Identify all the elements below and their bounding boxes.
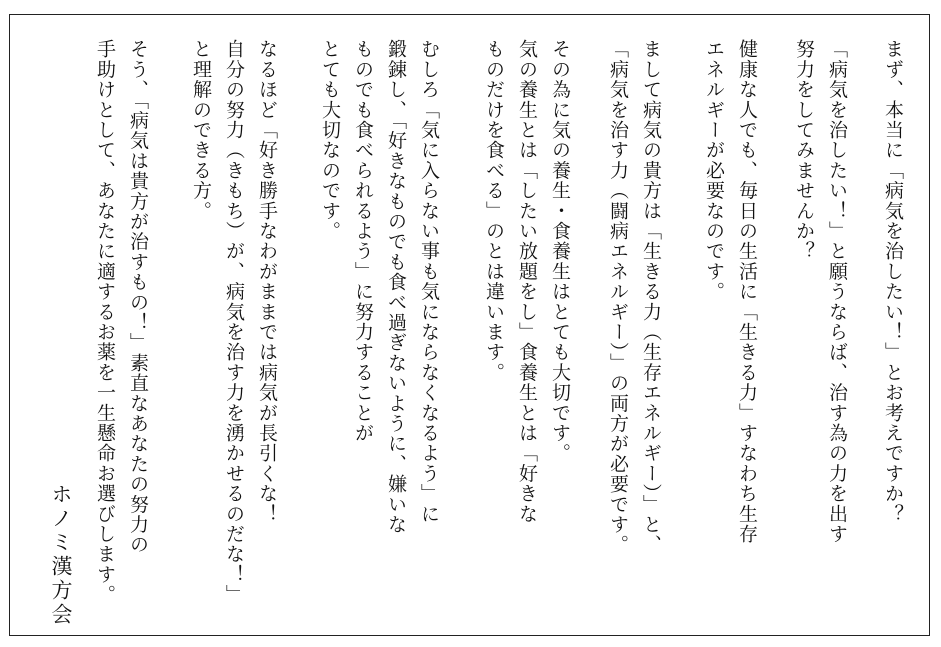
text-line-2: 「病気を治したい！」と願うならば、治す為の力を出す [826, 39, 848, 545]
text-line-6: まして病気の貴方は「生きる力（生存エネルギー）」と、 [640, 39, 662, 555]
text-line-17: と理解のできる方。 [190, 39, 212, 221]
text-line-13: ものでも食べられるよう」に努力することが [352, 39, 374, 443]
text-line-16: 自分の努力（きもち）が、病気を治す力を湧かせるのだな！」 [223, 39, 245, 605]
text-line-4: 健康な人でも、毎日の生活に「生きる力」すなわち生存 [736, 39, 758, 544]
document-frame [9, 14, 930, 636]
text-line-9: 気の養生とは「したい放題をし」食養生とは「好きな [516, 39, 538, 524]
text-line-18: そう、「病気は貴方が治すもの！」素直なあなたの努力の [127, 39, 149, 555]
text-line-5: エネルギーが必要なのです。 [703, 39, 725, 302]
text-line-12: 鍛錬し、「好きなものでも食べ過ぎないように、嫌いな [385, 39, 407, 535]
text-line-7: 「病気を治す力（闘病エネルギー）」の両方が必要です。 [607, 39, 629, 555]
text-line-1: まず、本当に「病気を治したい！」とお考えですか？ [882, 39, 904, 524]
text-line-19: 手助けとして、あなたに適するお薬を一生懸命お選びします。 [94, 39, 116, 605]
text-line-15: なるほど「好き勝手なわがままでは病気が長引くな！ [256, 39, 278, 524]
text-line-10: ものだけを食べる」のとは違います。 [483, 39, 505, 383]
text-line-8: その為に気の養生・食養生はとても大切です。 [549, 39, 571, 464]
signature: ホノミ漢方会 [49, 483, 73, 627]
text-line-11: むしろ「気に入らない事も気にならなくなるよう」に [418, 39, 440, 524]
text-line-3: 努力をしてみませんか？ [793, 39, 815, 262]
text-line-14: とても大切なのです。 [319, 39, 341, 241]
